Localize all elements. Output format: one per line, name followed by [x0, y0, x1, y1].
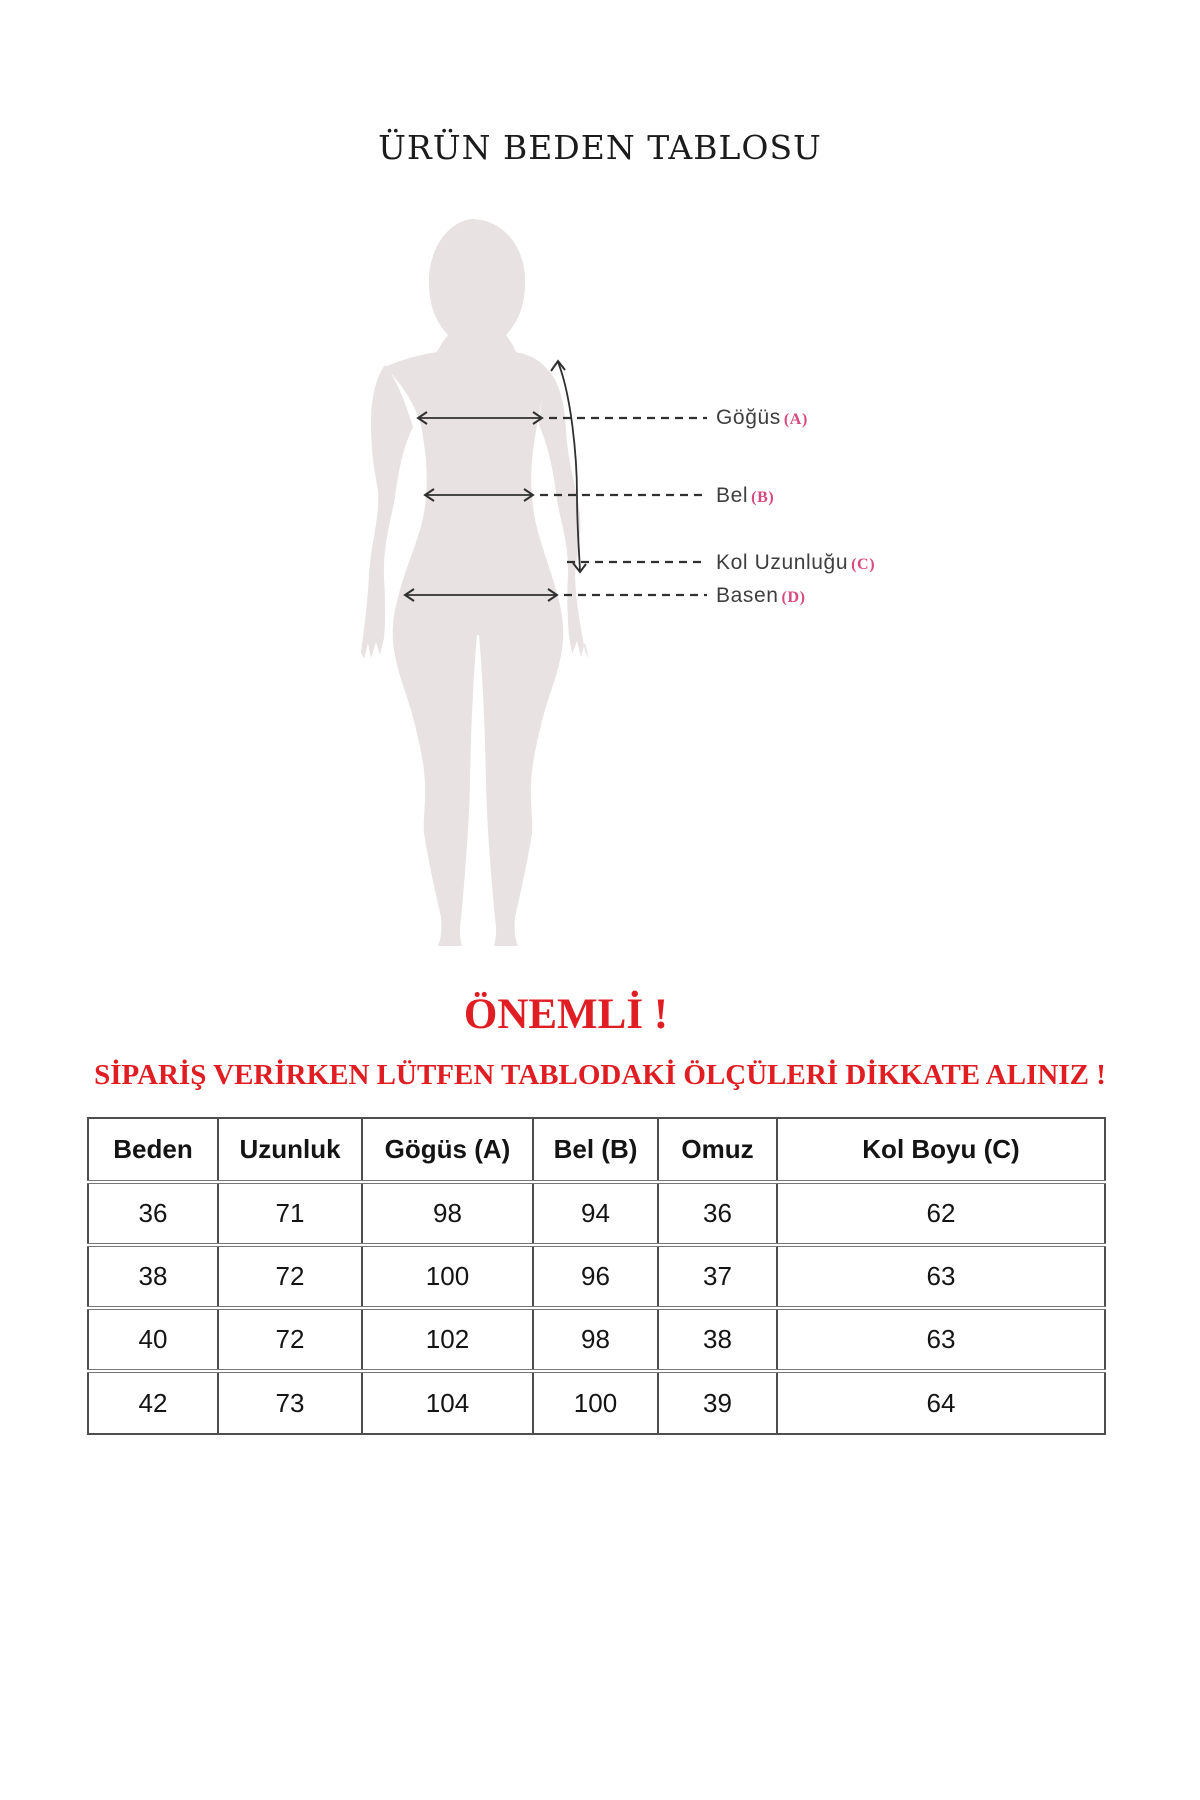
table-row — [88, 1182, 1105, 1245]
important-subheading: SİPARİŞ VERİRKEN LÜTFEN TABLODAKİ ÖLÇÜLERİ DİKKATE ALINIZ ! — [94, 1059, 1106, 1091]
cell-bel: 98 — [533, 1308, 658, 1371]
cell-omuz: 39 — [658, 1371, 777, 1434]
cell-beden: 36 — [88, 1182, 218, 1245]
column-header-omuz: Omuz — [658, 1118, 777, 1182]
label-chest-text: Göğüs — [716, 406, 781, 429]
cell-gogus: 100 — [362, 1245, 533, 1308]
female-silhouette — [361, 219, 589, 946]
column-header-kol-boyu: Kol Boyu (C) — [777, 1118, 1105, 1182]
cell-kol-boyu: 63 — [777, 1245, 1105, 1308]
label-chest-code: (A) — [783, 411, 808, 428]
label-arm-length-text: Kol Uzunluğu — [716, 551, 849, 574]
table-row — [88, 1245, 1105, 1308]
label-hip-code: (D) — [781, 589, 806, 606]
cell-gogus: 102 — [362, 1308, 533, 1371]
label-arm-length — [716, 551, 875, 575]
size-table-header-row — [88, 1118, 1105, 1182]
label-hip-text: Basen — [716, 584, 779, 607]
cell-omuz: 38 — [658, 1308, 777, 1371]
table-row — [88, 1371, 1105, 1434]
label-chest — [716, 406, 808, 430]
cell-uzunluk: 73 — [218, 1371, 362, 1434]
cell-uzunluk: 72 — [218, 1245, 362, 1308]
cell-omuz: 36 — [658, 1182, 777, 1245]
label-hip — [716, 584, 806, 608]
table-row — [88, 1308, 1105, 1371]
cell-beden: 38 — [88, 1245, 218, 1308]
cell-bel: 96 — [533, 1245, 658, 1308]
cell-bel: 94 — [533, 1182, 658, 1245]
label-waist — [716, 484, 774, 508]
cell-beden: 42 — [88, 1371, 218, 1434]
column-header-beden: Beden — [113, 1134, 193, 1164]
cell-bel: 100 — [533, 1371, 658, 1434]
cell-uzunluk: 71 — [218, 1182, 362, 1245]
column-header-gogus: Gögüs (A) — [362, 1118, 533, 1182]
cell-uzunluk: 72 — [218, 1308, 362, 1371]
label-waist-text: Bel — [716, 484, 749, 507]
cell-kol-boyu: 64 — [777, 1371, 1105, 1434]
cell-omuz: 37 — [658, 1245, 777, 1308]
column-header-bel: Bel (B) — [533, 1118, 658, 1182]
label-arm-length-code: (C) — [851, 556, 876, 573]
label-waist-code: (B) — [751, 489, 775, 506]
column-header-uzunluk: Uzunluk — [218, 1118, 362, 1182]
cell-kol-boyu: 63 — [777, 1308, 1105, 1371]
page-title: ÜRÜN BEDEN TABLOSU — [378, 128, 822, 167]
female-silhouette-graphic — [355, 215, 715, 955]
size-table — [87, 1117, 1106, 1435]
cell-gogus: 98 — [362, 1182, 533, 1245]
important-heading: ÖNEMLİ ! — [463, 991, 669, 1038]
cell-gogus: 104 — [362, 1371, 533, 1434]
cell-kol-boyu: 62 — [777, 1182, 1105, 1245]
cell-beden: 40 — [88, 1308, 218, 1371]
